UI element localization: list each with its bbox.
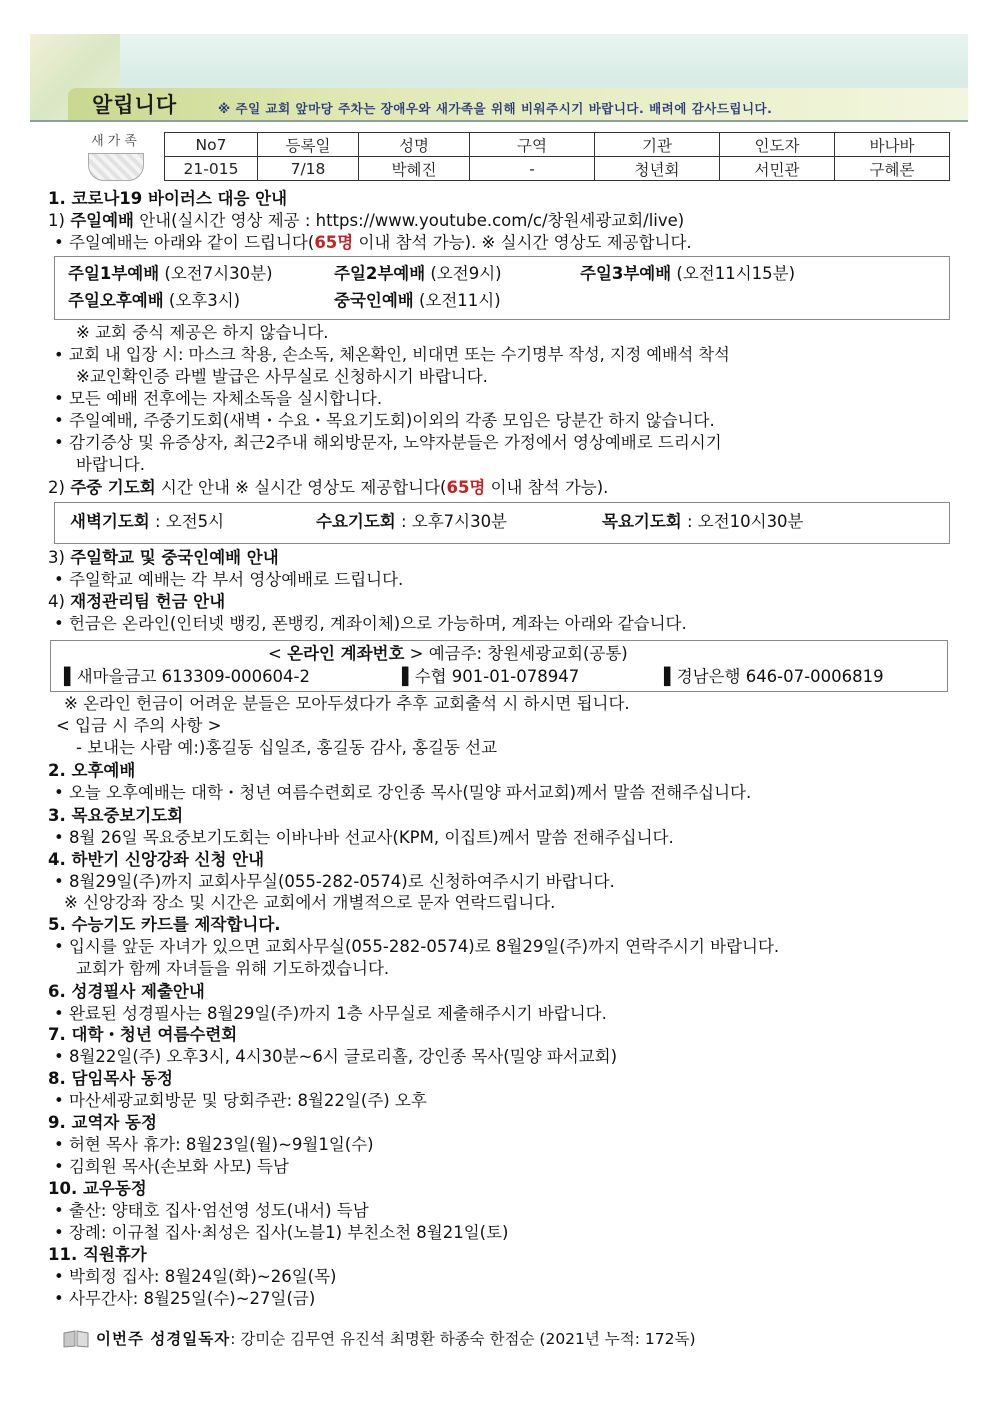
account-suhyup: ▌수협 901-01-078947 bbox=[402, 667, 580, 686]
worship-time-3 bbox=[580, 263, 795, 285]
attendance-limit: 65명 bbox=[314, 233, 354, 252]
bullet-text: 이내 참석 가능). ※ 실시간 영상도 제공합니다. bbox=[353, 233, 692, 252]
book-icon bbox=[62, 1330, 90, 1348]
part-title: 주중 기도회 bbox=[70, 478, 156, 497]
prayer-time-2 bbox=[316, 511, 507, 533]
section-title: 교우동정 bbox=[82, 1179, 147, 1198]
worship-name: 주일오후예배 bbox=[68, 291, 164, 310]
section-6-heading bbox=[48, 981, 205, 1003]
part-number: 3) bbox=[48, 548, 65, 567]
section-number: 6. bbox=[48, 982, 66, 1001]
account-title-text: < bbox=[268, 644, 288, 663]
section-1-heading: 1. 코로나19 바이러스 대응 안내 bbox=[48, 189, 288, 208]
prayer-time-1 bbox=[70, 511, 224, 533]
account-kyongnam: ▌경남은행 646-07-0006819 bbox=[664, 667, 884, 686]
section-2-heading bbox=[48, 760, 135, 782]
section-number: 5. bbox=[48, 915, 66, 934]
section-3-heading bbox=[48, 805, 183, 827]
table-cell: 7/18 bbox=[258, 157, 359, 181]
part-text: 시간 안내 ※ 실시간 영상도 제공합니다( bbox=[155, 478, 447, 497]
worship-name: 중국인예배 bbox=[334, 291, 414, 310]
section-title: 수능기도 카드를 제작합니다. bbox=[71, 915, 281, 934]
prayer-time: : 오전5시 bbox=[149, 512, 225, 531]
worship-time: (오전11시) bbox=[413, 291, 501, 310]
attendance-limit: 65명 bbox=[446, 478, 486, 497]
note-text: 바랍니다. bbox=[76, 455, 146, 474]
s1-part1-line bbox=[48, 210, 684, 232]
section-8-heading bbox=[48, 1068, 173, 1090]
list-item: • 박희정 집사: 8월24일(화)~26일(목) bbox=[54, 1266, 337, 1288]
section-number: 9. bbox=[48, 1113, 66, 1132]
list-item: • 사무간사: 8월25일(수)~27일(금) bbox=[54, 1288, 315, 1310]
section-title: 교역자 동정 bbox=[71, 1113, 157, 1132]
list-item: • 주일학교 예배는 각 부서 영상예배로 드립니다. bbox=[54, 569, 403, 591]
note-text: ※ 온라인 헌금이 어려운 분들은 모아두셨다가 추후 교회출석 시 하시면 됩니다. bbox=[64, 694, 630, 713]
section-4-heading bbox=[48, 849, 264, 871]
basket-icon bbox=[88, 153, 144, 181]
section-10-heading bbox=[48, 1178, 147, 1200]
section-title: 오후예배 bbox=[71, 761, 136, 780]
prayer-name: 수요기도회 bbox=[316, 512, 396, 531]
list-item: • 8월 26일 목요중보기도회는 이바나바 선교사(KPM, 이집트)께서 말씀 전해주십니다. bbox=[54, 827, 674, 849]
new-family-label: 새가족 bbox=[91, 134, 141, 149]
section-title: 대학・청년 여름수련회 bbox=[71, 1025, 238, 1044]
table-header-cell: 성명 bbox=[359, 133, 470, 157]
part-number: 1) bbox=[48, 211, 65, 230]
s1-part2-line bbox=[48, 477, 608, 499]
worship-name: 주일2부예배 bbox=[334, 264, 426, 283]
table-cell: 청년회 bbox=[595, 157, 720, 181]
section-number: 4. bbox=[48, 850, 66, 869]
section-number: 10. bbox=[48, 1179, 78, 1198]
worship-name: 주일1부예배 bbox=[68, 264, 160, 283]
part-title: 재정관리팀 헌금 안내 bbox=[70, 592, 226, 611]
worship-time-2 bbox=[334, 263, 502, 285]
section-title: 목요중보기도회 bbox=[71, 806, 184, 825]
table-header-cell: 인도자 bbox=[720, 133, 835, 157]
table-header-cell: 기관 bbox=[595, 133, 720, 157]
s1-part4-line bbox=[48, 591, 225, 613]
worship-time-1 bbox=[68, 263, 273, 285]
account-holder: > 예금주: 창원세광교회(공통) bbox=[404, 644, 628, 663]
section-title: 담임목사 동정 bbox=[71, 1069, 173, 1088]
list-item: • 입시를 앞둔 자녀가 있으면 교회사무실(055-282-0574)로 8월29일(주)까지 연락주시기 바랍니다. bbox=[54, 936, 779, 958]
list-item: • 감기증상 및 유증상자, 최근2주내 해외방문자, 노약자분들은 가정에서 영상예배로 드리시기 bbox=[54, 432, 722, 454]
note-text: ※ 교회 중식 제공은 하지 않습니다. bbox=[76, 323, 329, 342]
prayer-name: 새벽기도회 bbox=[70, 512, 150, 531]
table-header-cell: 바나바 bbox=[835, 133, 950, 157]
part-title: 주일예배 bbox=[70, 211, 134, 230]
part-title: 주일학교 및 중국인예배 안내 bbox=[70, 548, 279, 567]
part-number: 4) bbox=[48, 592, 65, 611]
bible-readers-line bbox=[96, 1328, 696, 1350]
bullet-text: 주일예배는 아래와 같이 드립니다( bbox=[68, 233, 315, 252]
worship-time: (오전11시15분) bbox=[671, 264, 796, 283]
list-item: • 오늘 오후예배는 대학・청년 여름수련회로 강인종 목사(밀양 파서교회)께서 말씀 전해주십니다. bbox=[54, 782, 751, 804]
bible-readers-names: : 강미순 김무연 유진석 최명환 하종숙 한점순 (2021년 누적: 172독) bbox=[230, 1330, 696, 1348]
table-cell: 서민관 bbox=[720, 157, 835, 181]
section-7-heading bbox=[48, 1024, 237, 1046]
bible-readers-label: 이번주 성경일독자 bbox=[96, 1330, 231, 1348]
worship-time: (오전9시) bbox=[425, 264, 502, 283]
note-text: ※교인확인증 라벨 발급은 사무실로 신청하시기 바랍니다. bbox=[76, 367, 488, 386]
part-text: 안내(실시간 영상 제공 : https://www.youtube.com/c/창원세광교회/live) bbox=[133, 211, 685, 230]
parking-notice: ※ 주일 교회 앞마당 주차는 장애우와 새가족을 위해 비워주시기 바랍니다. 배려에 감사드립니다. bbox=[218, 101, 773, 116]
table-header-row bbox=[165, 133, 950, 157]
list-item: • 헌금은 온라인(인터넷 뱅킹, 폰뱅킹, 계좌이체)으로 가능하며, 계좌는 아래와 같습니다. bbox=[54, 613, 687, 635]
list-item: • 마산세광교회방문 및 당회주관: 8월22일(주) 오후 bbox=[54, 1090, 427, 1112]
list-item bbox=[54, 232, 692, 254]
table-cell: - bbox=[470, 157, 595, 181]
section-number: 3. bbox=[48, 806, 66, 825]
section-11-heading bbox=[48, 1244, 147, 1266]
worship-time-4 bbox=[68, 290, 240, 312]
account-saemaul: ▌새마을금고 613309-000604-2 bbox=[64, 667, 311, 686]
note-text: - 보내는 사람 예:)홍길동 십일조, 홍길동 감사, 홍길동 선교 bbox=[76, 738, 498, 757]
new-family-badge bbox=[74, 130, 158, 182]
worship-time: (오후3시) bbox=[163, 291, 241, 310]
worship-time: (오전7시30분) bbox=[159, 264, 273, 283]
list-item: • 교회 내 입장 시: 마스크 착용, 손소독, 체온확인, 비대면 또는 수기명부 작성, 지정 예배석 착석 bbox=[54, 344, 730, 366]
prayer-time-3 bbox=[602, 511, 804, 533]
list-item: • 장례: 이규철 집사·최성은 집사(노블1) 부친소천 8월21일(토) bbox=[54, 1222, 508, 1244]
table-cell: 구혜론 bbox=[835, 157, 950, 181]
section-number: 11. bbox=[48, 1245, 78, 1264]
worship-time-5 bbox=[334, 290, 501, 312]
section-number: 7. bbox=[48, 1025, 66, 1044]
account-title-text: 온라인 계좌번호 bbox=[287, 644, 405, 663]
prayer-name: 목요기도회 bbox=[602, 512, 682, 531]
part-text: 이내 참석 가능). bbox=[485, 478, 609, 497]
note-text: ※ 신앙강좌 장소 및 시간은 교회에서 개별적으로 문자 연락드립니다. bbox=[64, 893, 556, 912]
note-text: 교회가 함께 자녀들을 위해 기도하겠습니다. bbox=[76, 959, 390, 978]
worship-name: 주일3부예배 bbox=[580, 264, 672, 283]
section-number: 2. bbox=[48, 761, 66, 780]
table-cell: 21-015 bbox=[165, 157, 258, 181]
s1-part3-line bbox=[48, 547, 279, 569]
section-title: 성경필사 제출안내 bbox=[71, 982, 205, 1001]
list-item: • 8월29일(주)까지 교회사무실(055-282-0574)로 신청하여주시기 바랍니다. bbox=[54, 871, 615, 893]
section-title: 직원휴가 bbox=[82, 1245, 147, 1264]
list-item: • 모든 예배 전후에는 자체소독을 실시합니다. bbox=[54, 388, 382, 410]
list-item: • 8월22일(주) 오후3시, 4시30분~6시 글로리홀, 강인종 목사(밀양 파서교회) bbox=[54, 1046, 617, 1068]
table-cell: 박혜진 bbox=[359, 157, 470, 181]
new-family-table bbox=[164, 132, 950, 181]
part-number: 2) bbox=[48, 478, 65, 497]
table-header-cell: No7 bbox=[165, 133, 258, 157]
account-title bbox=[268, 643, 628, 665]
note-text: < 입금 시 주의 사항 > bbox=[56, 716, 222, 735]
list-item: • 허현 목사 휴가: 8월23일(월)~9월1일(수) bbox=[54, 1134, 374, 1156]
table-row bbox=[165, 157, 950, 181]
page-title: 알립니다 bbox=[92, 93, 178, 117]
section-5-heading bbox=[48, 914, 281, 936]
list-item: • 완료된 성경필사는 8월29일(주)까지 1층 사무실로 제출해주시기 바랍니다. bbox=[54, 1003, 607, 1025]
list-item: • 출산: 양태호 집사·엄선영 성도(내서) 득남 bbox=[54, 1200, 369, 1222]
table-header-cell: 구역 bbox=[470, 133, 595, 157]
table-header-cell: 등록일 bbox=[258, 133, 359, 157]
section-number: 8. bbox=[48, 1069, 66, 1088]
header-divider bbox=[30, 120, 968, 122]
section-9-heading bbox=[48, 1112, 157, 1134]
section-title: 하반기 신앙강좌 신청 안내 bbox=[71, 850, 265, 869]
list-item: • 김희원 목사(손보화 사모) 득남 bbox=[54, 1156, 289, 1178]
list-item: • 주일예배, 주중기도회(새벽・수요・목요기도회)이외의 각종 모임은 당분간 하지 않습니다. bbox=[54, 410, 715, 432]
prayer-time: : 오후7시30분 bbox=[395, 512, 508, 531]
prayer-time: : 오전10시30분 bbox=[681, 512, 804, 531]
